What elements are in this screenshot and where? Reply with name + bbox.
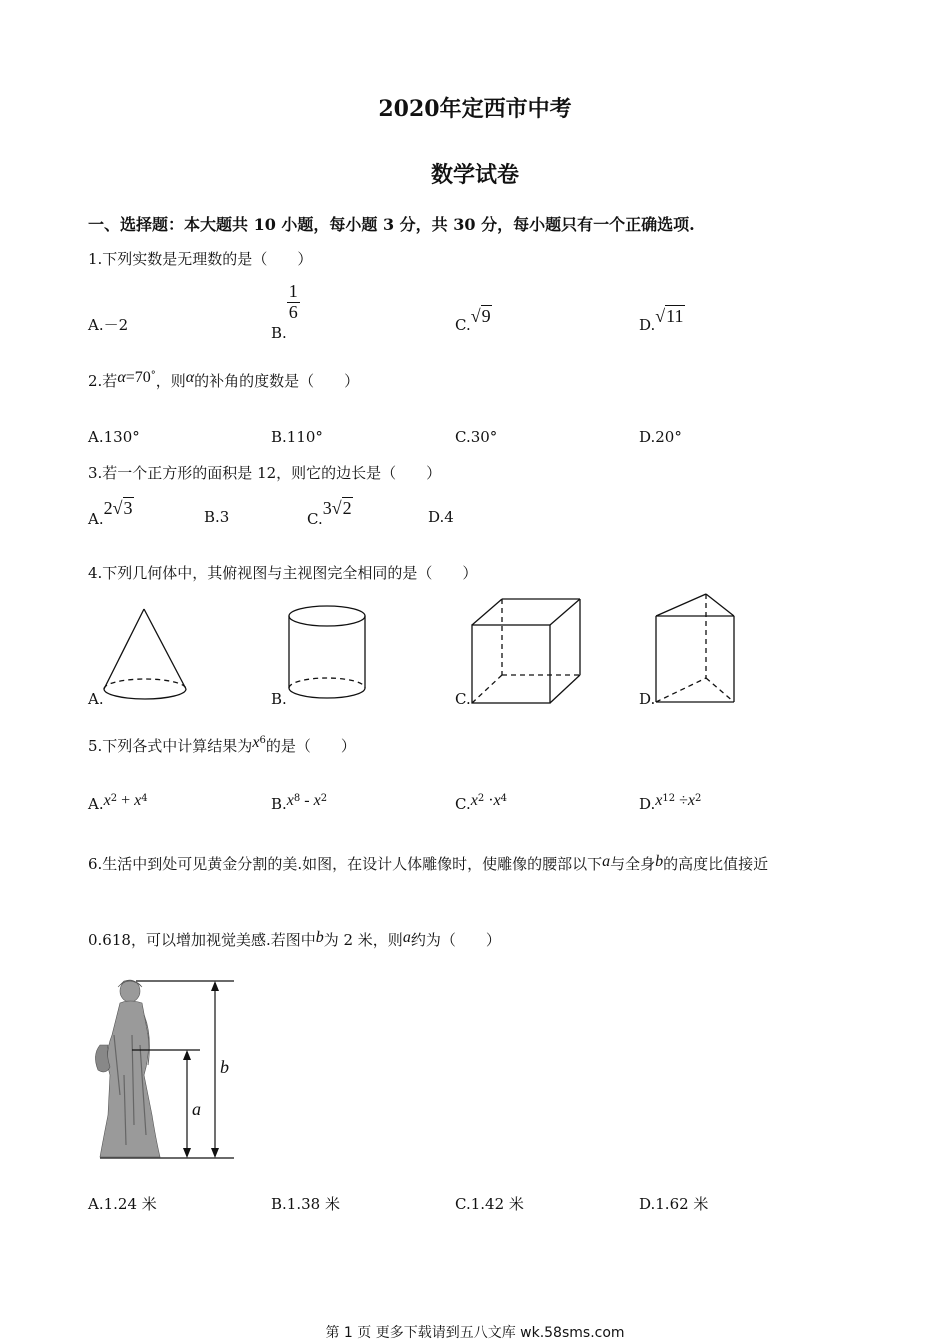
- q3-option-d: D.4: [428, 508, 454, 526]
- q6-var-a2: a: [402, 929, 411, 946]
- q5-b-exp2: 2: [320, 793, 328, 804]
- q5-x: x: [252, 734, 260, 751]
- statue-silhouette: [95, 980, 160, 1157]
- q6-line1-pre: 6.生活中到处可见黄金分割的美.如图，在设计人体雕像时，使雕像的腰部以下: [88, 855, 603, 873]
- q1-sqrt-c-radicand: 9: [481, 306, 491, 326]
- q6-var-b: b: [655, 853, 664, 870]
- q1-option-b: [271, 281, 300, 343]
- q2-option-b: B.110°: [271, 428, 323, 446]
- q5-option-a-label: A.: [88, 795, 104, 813]
- q5-a-exp1: 2: [110, 793, 118, 804]
- q5-option-a: [88, 792, 148, 814]
- q3-option-b: B.3: [204, 508, 230, 526]
- q3-sqrt-c: 3√2: [322, 498, 352, 518]
- q1-sqrt-c: √9: [470, 306, 491, 326]
- q5-option-c-label: C.: [455, 795, 471, 813]
- q6-line2: [88, 929, 501, 950]
- q6-line2-post: 约为（ ）: [410, 931, 501, 949]
- q2-option-a: A.130°: [88, 428, 140, 446]
- q2-alpha2: α: [185, 369, 195, 386]
- q5-c-exp2: 4: [500, 793, 508, 804]
- q1-fraction-num: 1: [288, 281, 298, 301]
- statue-figure: [90, 975, 260, 1165]
- q5-c-base1: x: [470, 792, 478, 809]
- q3-sqrt-a: 2√3: [103, 498, 133, 518]
- q3-sqrt-c-radicand: 2: [342, 498, 352, 518]
- q1-option-d-label: D.: [639, 316, 656, 334]
- q1-option-d: [639, 306, 685, 334]
- q6-line1: [88, 853, 768, 874]
- prism-figure: [650, 590, 742, 708]
- q6-option-b: B.1.38 米: [271, 1195, 340, 1213]
- q5-b-exp1: 8: [293, 793, 301, 804]
- q1-option-c-label: C.: [455, 316, 471, 334]
- page-title: 2020年定西市中考: [378, 96, 572, 122]
- q1-sqrt-d: √11: [655, 306, 684, 326]
- q5-c-base2: x: [493, 792, 501, 809]
- q5-b-base2: x: [313, 792, 321, 809]
- q5-option-d-label: D.: [639, 795, 656, 813]
- q5-a-exp2: 4: [141, 793, 148, 804]
- statue-label-a: a: [192, 1099, 201, 1119]
- q5-a-base2: x: [134, 792, 142, 809]
- q4-stem: 4.下列几何体中，其俯视图与主视图完全相同的是（ ）: [88, 564, 478, 582]
- q6-var-a: a: [602, 853, 611, 870]
- q6-line2-mid: 为 2 米，则: [323, 931, 403, 949]
- q2-option-c: C.30°: [455, 428, 498, 446]
- q3-option-a: [88, 498, 134, 528]
- q5-b-op: -: [300, 792, 314, 809]
- q5-d-op: ÷: [675, 792, 688, 809]
- q1-stem: 1.下列实数是无理数的是（ ）: [88, 250, 313, 268]
- q5-stem-pre: 5.下列各式中计算结果为: [88, 737, 253, 755]
- q6-option-d: D.1.62 米: [639, 1195, 709, 1213]
- q4-option-c: C.: [455, 690, 471, 708]
- q2-eq: =70: [125, 369, 151, 386]
- cube-figure: [468, 595, 588, 707]
- cylinder-figure: [283, 600, 373, 705]
- q2-degree: °: [150, 370, 156, 381]
- q2-option-d: D.20°: [639, 428, 682, 446]
- q2-stem-mid: ，则: [155, 372, 186, 390]
- page-subtitle: 数学试卷: [430, 162, 519, 188]
- q5-stem: [88, 735, 356, 756]
- q1-option-c: [455, 306, 492, 334]
- q4-option-a: A.: [88, 690, 104, 708]
- q6-var-b2: b: [315, 929, 324, 946]
- q2-alpha: α: [117, 369, 126, 386]
- q6-option-c: C.1.42 米: [455, 1195, 524, 1213]
- q3-sqrt-a-coef: 2: [103, 498, 113, 518]
- q1-fraction-den: 6: [288, 301, 298, 322]
- q3-sqrt-a-radicand: 3: [123, 498, 133, 518]
- q5-b-base1: x: [286, 792, 294, 809]
- q6-option-a: A.1.24 米: [88, 1195, 157, 1213]
- q5-c-op: ·: [484, 792, 494, 809]
- q6-line1-post: 的高度比值接近: [663, 855, 769, 873]
- q5-stem-post: 的是（ ）: [265, 737, 356, 755]
- q2-stem-post: 的补角的度数是（ ）: [194, 372, 360, 390]
- q1-fraction: [287, 282, 300, 323]
- q5-a-base1: x: [103, 792, 111, 809]
- q3-option-c-label: C.: [307, 510, 323, 528]
- q5-d-base2: x: [687, 792, 695, 809]
- q3-sqrt-c-coef: 3: [322, 498, 332, 518]
- section-heading: 一、选择题：本大题共 10 小题，每小题 3 分，共 30 分，每小题只有一个正确选项.: [88, 215, 695, 234]
- q1-option-a: A.－2: [88, 316, 129, 334]
- q2-stem-pre: 2.若: [88, 372, 118, 390]
- q4-option-d: D.: [639, 690, 656, 708]
- q5-d-exp2: 2: [695, 793, 702, 804]
- q5-a-op: +: [117, 792, 135, 809]
- q2-stem: [88, 370, 359, 391]
- q1-option-b-label: B.: [271, 324, 287, 343]
- q5-exp: 6: [259, 735, 266, 746]
- q5-d-base1: x: [655, 792, 663, 809]
- statue-label-b: b: [220, 1057, 229, 1077]
- page-footer: 第 1 页 更多下载请到五八文库 wk.58sms.com: [325, 1325, 625, 1341]
- cone-figure: [100, 605, 192, 705]
- q5-option-b: [271, 792, 328, 814]
- q5-c-exp1: 2: [477, 793, 485, 804]
- q3-option-a-label: A.: [88, 510, 104, 528]
- q5-option-d: [639, 792, 702, 814]
- q5-d-exp1: 12: [662, 793, 676, 804]
- q4-option-b: B.: [271, 690, 287, 708]
- q5-option-c: [455, 792, 508, 814]
- q6-line2-pre: 0.618，可以增加视觉美感.若图中: [88, 931, 316, 949]
- q3-option-c: [307, 498, 353, 528]
- q5-option-b-label: B.: [271, 795, 287, 813]
- q3-stem: 3.若一个正方形的面积是 12，则它的边长是（ ）: [88, 464, 442, 482]
- q1-sqrt-d-radicand: 11: [666, 306, 684, 326]
- q6-line1-mid: 与全身: [610, 855, 656, 873]
